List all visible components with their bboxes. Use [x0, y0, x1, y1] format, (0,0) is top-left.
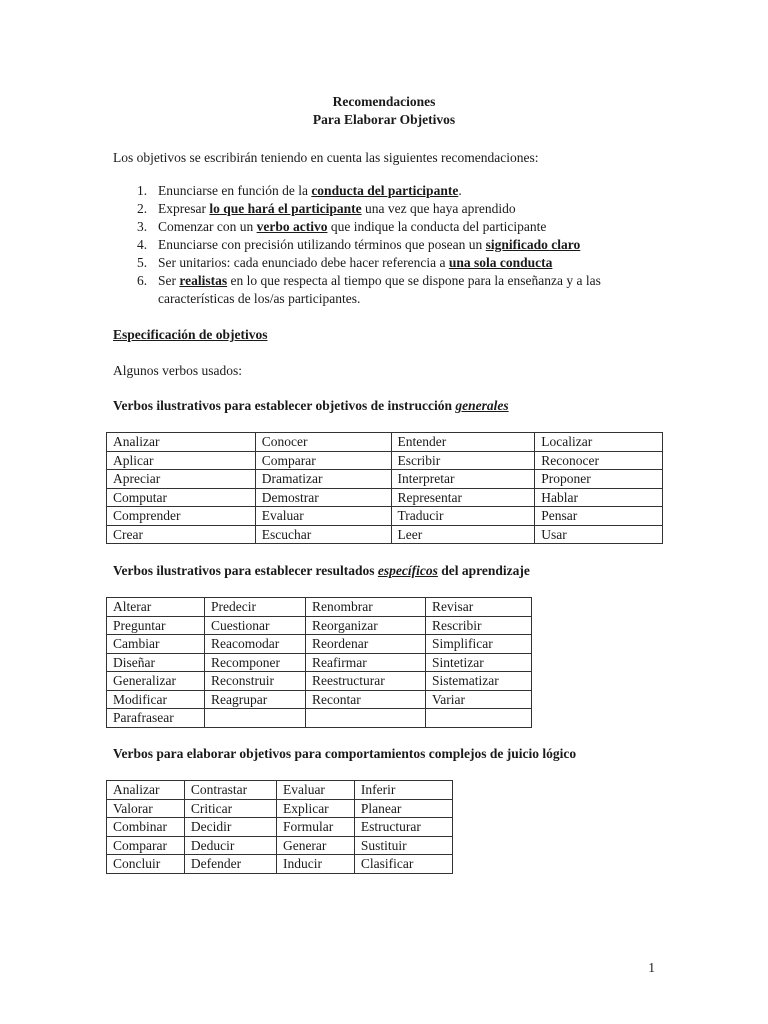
intro-paragraph: Los objetivos se escribirán teniendo en cuenta las siguientes recomendaciones: — [113, 150, 539, 165]
table-cell — [306, 709, 426, 728]
general-verbs-table — [106, 432, 663, 544]
table-cell: Conocer — [255, 433, 391, 452]
table-cell: Proponer — [535, 470, 663, 489]
table-cell: Entender — [391, 433, 535, 452]
recommendation-text-post: una vez que haya aprendido — [361, 201, 516, 216]
recommendation-text: Ser — [158, 273, 180, 288]
general-verbs-heading — [113, 398, 713, 414]
recommendation-number: 6. — [137, 273, 148, 288]
table-cell: Recontar — [306, 690, 426, 709]
table-row — [107, 433, 663, 452]
table-row — [107, 855, 453, 874]
table-cell: Parafrasear — [107, 709, 205, 728]
table-cell: Dramatizar — [255, 470, 391, 489]
general-verbs-heading-text: Verbos ilustrativos para establecer objetivos de instrucción — [113, 398, 456, 413]
table-row — [107, 470, 663, 489]
table-cell: Combinar — [107, 818, 185, 837]
table-cell: Crear — [107, 525, 256, 544]
table-row — [107, 818, 453, 837]
table-cell: Localizar — [535, 433, 663, 452]
table-cell: Escribir — [391, 451, 535, 470]
table-cell: Renombrar — [306, 598, 426, 617]
table-cell: Concluir — [107, 855, 185, 874]
table-cell: Interpretar — [391, 470, 535, 489]
table-cell: Formular — [276, 818, 354, 837]
table-cell: Aplicar — [107, 451, 256, 470]
recommendation-emphasis: una sola conducta — [448, 255, 553, 270]
table-cell: Comprender — [107, 507, 256, 526]
recommendation-item — [113, 218, 673, 236]
recommendation-emphasis: significado claro — [485, 237, 581, 252]
table-cell: Leer — [391, 525, 535, 544]
table-cell: Computar — [107, 488, 256, 507]
table-cell: Evaluar — [255, 507, 391, 526]
table-cell: Simplificar — [426, 635, 532, 654]
table-row — [107, 525, 663, 544]
table-cell: Hablar — [535, 488, 663, 507]
table-cell: Defender — [184, 855, 276, 874]
recommendation-emphasis: conducta del participante — [311, 183, 459, 198]
table-cell — [205, 709, 306, 728]
recommendation-number: 4. — [137, 237, 148, 252]
table-cell: Analizar — [107, 433, 256, 452]
document-subtitle: Para Elaborar Objetivos — [312, 112, 456, 127]
recommendation-emphasis: verbo activo — [256, 219, 328, 234]
table-cell: Recomponer — [205, 653, 306, 672]
table-cell: Reestructurar — [306, 672, 426, 691]
table-cell: Rescribir — [426, 616, 532, 635]
table-cell: Reconstruir — [205, 672, 306, 691]
table-cell: Demostrar — [255, 488, 391, 507]
table-row — [107, 709, 532, 728]
recommendation-text: Comenzar con un — [158, 219, 257, 234]
table-row — [107, 598, 532, 617]
table-cell: Preguntar — [107, 616, 205, 635]
table-cell: Inferir — [354, 781, 452, 800]
specific-verbs-heading-emphasis: específicos — [377, 563, 438, 578]
verbs-intro-text: Algunos verbos usados: — [113, 363, 242, 378]
table-cell: Escuchar — [255, 525, 391, 544]
recommendation-item — [113, 182, 673, 200]
table-cell: Contrastar — [184, 781, 276, 800]
table-cell: Reorganizar — [306, 616, 426, 635]
recommendation-emphasis: realistas — [179, 273, 228, 288]
table-cell: Explicar — [276, 799, 354, 818]
table-cell: Inducir — [276, 855, 354, 874]
table-cell: Generar — [276, 836, 354, 855]
recommendation-item — [113, 236, 673, 254]
recommendation-text-post: en lo que respecta al tiempo que se dispone para la enseñanza y a las características de los/as participantes. — [158, 273, 601, 306]
table-cell: Clasificar — [354, 855, 452, 874]
table-cell: Comparar — [255, 451, 391, 470]
table-cell: Deducir — [184, 836, 276, 855]
table-row — [107, 616, 532, 635]
table-cell: Predecir — [205, 598, 306, 617]
table-row — [107, 672, 532, 691]
table-cell: Usar — [535, 525, 663, 544]
table-cell: Reagrupar — [205, 690, 306, 709]
table-cell — [426, 709, 532, 728]
table-row — [107, 507, 663, 526]
table-cell: Reafirmar — [306, 653, 426, 672]
table-row — [107, 653, 532, 672]
recommendation-text: Enunciarse con precisión utilizando términos que posean un — [158, 237, 486, 252]
recommendation-number: 5. — [137, 255, 148, 270]
table-cell: Estructurar — [354, 818, 452, 837]
table-row — [107, 836, 453, 855]
table-cell: Cambiar — [107, 635, 205, 654]
recommendation-text: Ser unitarios: cada enunciado debe hacer referencia a — [158, 255, 449, 270]
table-cell: Evaluar — [276, 781, 354, 800]
recommendation-text: Enunciarse en función de la — [158, 183, 312, 198]
table-row — [107, 451, 663, 470]
table-cell: Variar — [426, 690, 532, 709]
specification-heading: Especificación de objetivos — [113, 327, 268, 342]
recommendation-item — [113, 272, 673, 308]
table-cell: Diseñar — [107, 653, 205, 672]
table-cell: Apreciar — [107, 470, 256, 489]
page-number: 1 — [648, 960, 655, 975]
specific-verbs-heading-post: del aprendizaje — [437, 563, 530, 578]
table-cell: Reacomodar — [205, 635, 306, 654]
recommendation-text: Expresar — [158, 201, 210, 216]
specific-verbs-table — [106, 597, 532, 728]
table-cell: Sustituir — [354, 836, 452, 855]
table-cell: Comparar — [107, 836, 185, 855]
general-verbs-heading-emphasis: generales — [455, 398, 509, 413]
recommendation-number: 1. — [137, 183, 148, 198]
table-cell: Pensar — [535, 507, 663, 526]
table-cell: Generalizar — [107, 672, 205, 691]
table-cell: Analizar — [107, 781, 185, 800]
table-row — [107, 799, 453, 818]
specific-verbs-heading-text: Verbos ilustrativos para establecer resultados — [113, 563, 378, 578]
table-cell: Sistematizar — [426, 672, 532, 691]
table-cell: Alterar — [107, 598, 205, 617]
recommendation-number: 3. — [137, 219, 148, 234]
recommendation-emphasis: lo que hará el participante — [209, 201, 362, 216]
table-cell: Planear — [354, 799, 452, 818]
table-row — [107, 690, 532, 709]
recommendations-list — [113, 182, 673, 308]
complex-verbs-table — [106, 780, 453, 874]
recommendation-number: 2. — [137, 201, 148, 216]
table-cell: Revisar — [426, 598, 532, 617]
complex-verbs-heading: Verbos para elaborar objetivos para comportamientos complejos de juicio lógico — [113, 746, 577, 761]
table-cell: Criticar — [184, 799, 276, 818]
table-cell: Sintetizar — [426, 653, 532, 672]
table-cell: Reordenar — [306, 635, 426, 654]
table-cell: Reconocer — [535, 451, 663, 470]
table-row — [107, 781, 453, 800]
recommendation-item — [113, 200, 673, 218]
table-cell: Traducir — [391, 507, 535, 526]
table-cell: Representar — [391, 488, 535, 507]
table-cell: Valorar — [107, 799, 185, 818]
table-cell: Cuestionar — [205, 616, 306, 635]
recommendation-text-post: . — [458, 183, 462, 198]
table-row — [107, 488, 663, 507]
document-title: Recomendaciones — [332, 94, 436, 109]
recommendation-item — [113, 254, 673, 272]
table-cell: Decidir — [184, 818, 276, 837]
recommendation-text-post: que indique la conducta del participante — [327, 219, 547, 234]
table-cell: Modificar — [107, 690, 205, 709]
table-row — [107, 635, 532, 654]
specific-verbs-heading — [113, 563, 713, 579]
